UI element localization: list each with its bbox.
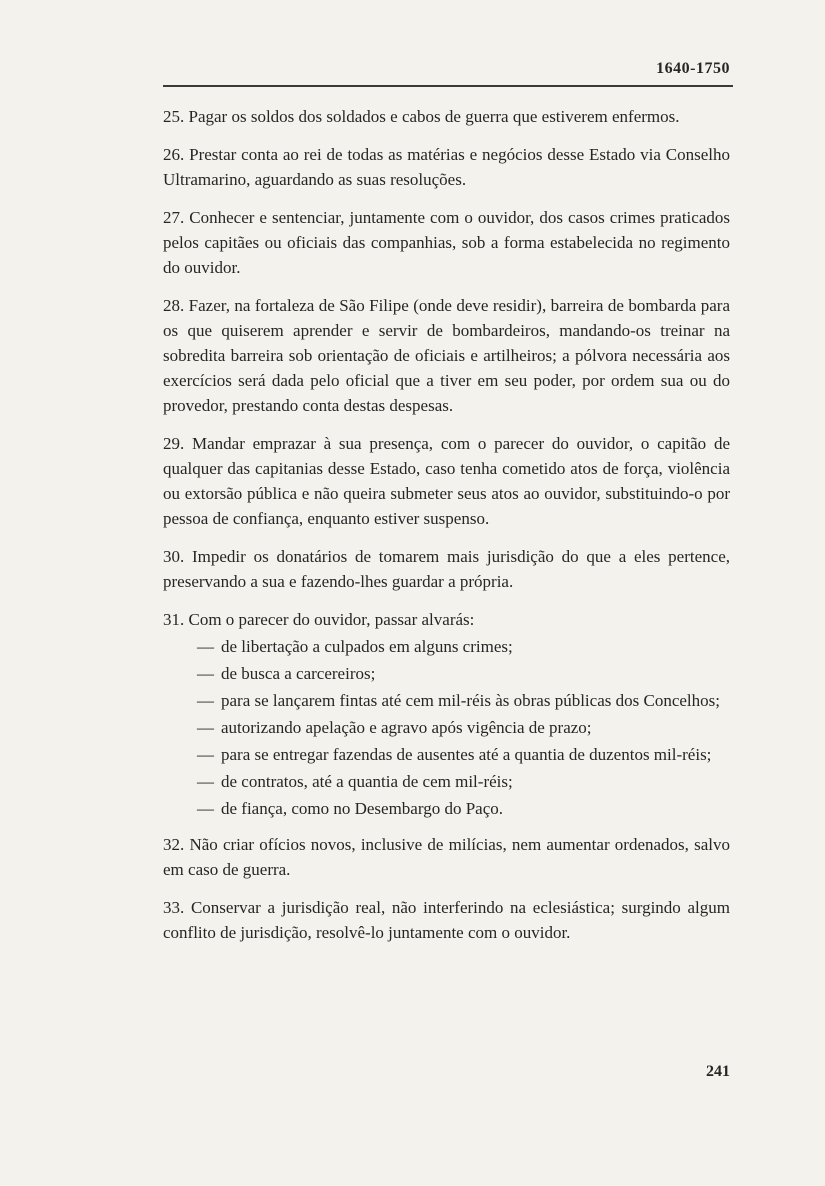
list-item bbox=[163, 661, 730, 686]
dash-mark: — bbox=[197, 664, 214, 683]
paragraph-27: 27. Conhecer e sentenciar, juntamente com o ouvidor, dos casos crimes praticados pelos capitães ou oficiais das companhias, sob a forma estabelecida no regimento do ouvidor. bbox=[163, 208, 730, 277]
list-item bbox=[163, 769, 730, 794]
list-item-text: de fiança, como no Desembargo do Paço. bbox=[221, 799, 503, 818]
alvaras-list bbox=[163, 634, 730, 821]
list-item-text: de busca a carcereiros; bbox=[221, 664, 376, 683]
page-number: 241 bbox=[706, 1063, 730, 1080]
dash-mark: — bbox=[197, 772, 214, 791]
list-item bbox=[163, 742, 730, 767]
list-item bbox=[163, 715, 730, 740]
list-item-text: autorizando apelação e agravo após vigência de prazo; bbox=[221, 718, 592, 737]
paragraph-29: 29. Mandar emprazar à sua presença, com o parecer do ouvidor, o capitão de qualquer das capitanias desse Estado, caso tenha cometido atos de força, violência ou extorsão pública e não queira submeter seus atos ao ouvidor, substituindo-o por pessoa de confiança, enquanto estiver suspenso. bbox=[163, 434, 730, 528]
paragraph-32: 32. Não criar ofícios novos, inclusive de milícias, nem aumentar ordenados, salvo em caso de guerra. bbox=[163, 835, 730, 879]
page-header-range: 1640-1750 bbox=[656, 60, 730, 77]
dash-mark: — bbox=[197, 691, 214, 710]
list-item-text: de libertação a culpados em alguns crimes; bbox=[221, 637, 513, 656]
paragraph-30: 30. Impedir os donatários de tomarem mais jurisdição do que a eles pertence, preservando a sua e fazendo-lhes guardar a própria. bbox=[163, 547, 730, 591]
dash-mark: — bbox=[197, 718, 214, 737]
list-item bbox=[163, 688, 730, 713]
paragraph-31-intro: 31. Com o parecer do ouvidor, passar alvarás: bbox=[163, 610, 475, 629]
dash-mark: — bbox=[197, 637, 214, 656]
paragraph-25: 25. Pagar os soldos dos soldados e cabos de guerra que estiverem enfermos. bbox=[163, 107, 680, 126]
paragraph-26: 26. Prestar conta ao rei de todas as matérias e negócios desse Estado via Conselho Ultramarino, aguardando as suas resoluções. bbox=[163, 145, 730, 189]
page-body bbox=[163, 104, 730, 958]
header-rule bbox=[163, 85, 733, 87]
dash-mark: — bbox=[197, 745, 214, 764]
list-item-text: para se entregar fazendas de ausentes até a quantia de duzentos mil-réis; bbox=[221, 745, 712, 764]
list-item bbox=[163, 796, 730, 821]
dash-mark: — bbox=[197, 799, 214, 818]
list-item-text: para se lançarem fintas até cem mil-réis às obras públicas dos Concelhos; bbox=[221, 691, 720, 710]
paragraph-33: 33. Conservar a jurisdição real, não interferindo na eclesiástica; surgindo algum conflito de jurisdição, resolvê-lo juntamente com o ouvidor. bbox=[163, 898, 730, 942]
list-item-text: de contratos, até a quantia de cem mil-réis; bbox=[221, 772, 513, 791]
paragraph-28: 28. Fazer, na fortaleza de São Filipe (onde deve residir), barreira de bombarda para os que quiserem aprender e servir de bombardeiros, mandando-os treinar na sobredita barreira sob orientação de oficiais e artilheiros; a pólvora necessária aos exercícios será dada pelo oficial que a tiver em seu poder, por ordem sua ou do provedor, prestando conta destas despesas. bbox=[163, 296, 730, 415]
list-item bbox=[163, 634, 730, 659]
